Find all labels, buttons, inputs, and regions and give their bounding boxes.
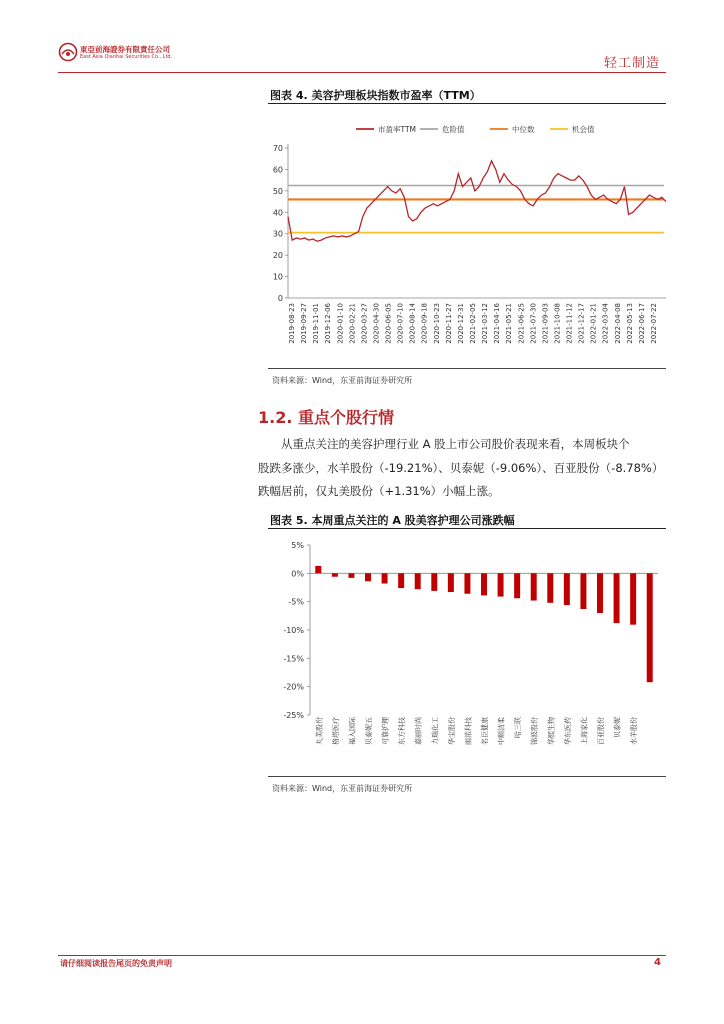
category-label: 嘉丽时尚 xyxy=(414,717,423,745)
pe-ttm-series-line xyxy=(288,161,666,241)
x-tick-label: 2021-02-05 xyxy=(469,303,477,344)
company-logo-icon xyxy=(58,42,78,62)
category-label: 华东医药 xyxy=(563,717,572,745)
bar xyxy=(464,573,470,593)
bar xyxy=(531,573,537,600)
category-label: 格塔医疗 xyxy=(331,717,340,745)
bar xyxy=(431,573,437,591)
category-label: 水羊股份 xyxy=(630,717,639,745)
legend-label: 机会值 xyxy=(572,125,595,134)
x-tick-label: 2021-11-12 xyxy=(565,303,574,344)
figure5-bottom-rule xyxy=(268,776,666,777)
x-tick-label: 2019-12-06 xyxy=(324,303,333,344)
y-tick-label: 30 xyxy=(272,229,283,239)
category-label: 丸美股份 xyxy=(315,717,324,745)
pe-ttm-line-chart xyxy=(268,105,666,367)
x-tick-label: 2021-03-12 xyxy=(481,303,490,344)
x-tick-label: 2021-04-16 xyxy=(493,303,502,344)
legend-label: 危险值 xyxy=(442,125,465,134)
page-number: 4 xyxy=(654,957,661,968)
paragraph-line: 从重点关注的美容护理行业 A 股上市公司股价表现来看，本周板块个 xyxy=(281,437,630,451)
y-tick-label: -15% xyxy=(283,654,304,664)
figure4-bottom-rule xyxy=(268,368,666,369)
category-label: 贝泰妮 xyxy=(613,717,622,738)
y-tick-label: -5% xyxy=(288,597,304,607)
bar xyxy=(315,566,321,573)
figure4-top-rule xyxy=(268,103,666,104)
x-tick-label: 2022-07-22 xyxy=(650,303,658,344)
bar xyxy=(398,573,404,588)
figure4-title: 图表 4. 美容护理板块指数市盈率（TTM） xyxy=(270,89,481,102)
category-label: 力瑞化工 xyxy=(431,717,440,745)
category-label: 雨浓科技 xyxy=(464,717,473,745)
figure5-source: 资料来源：Wind，东亚前海证券研究所 xyxy=(272,784,413,793)
category-label: 华熙生物 xyxy=(547,717,556,745)
x-tick-label: 2019-08-23 xyxy=(288,303,296,344)
paragraph-line: 跌幅居前，仅丸美股份（+1.31%）小幅上涨。 xyxy=(258,484,500,498)
bar xyxy=(597,573,603,613)
x-tick-label: 2022-05-13 xyxy=(625,303,634,344)
category-label: 中顺洁柔 xyxy=(497,717,506,745)
x-tick-label: 2021-10-08 xyxy=(553,303,562,344)
bar xyxy=(365,573,371,581)
y-tick-label: 20 xyxy=(272,251,283,261)
bar xyxy=(580,573,586,609)
bar xyxy=(647,573,653,682)
bar xyxy=(614,573,620,623)
x-tick-label: 2020-09-18 xyxy=(420,303,429,344)
x-tick-label: 2020-07-10 xyxy=(396,303,405,344)
y-tick-label: 70 xyxy=(272,144,283,153)
company-name-en: East Asia Qianhai Securities Co., Ltd. xyxy=(80,54,173,60)
y-tick-label: -20% xyxy=(283,682,304,692)
y-tick-label: -10% xyxy=(283,626,304,635)
x-tick-label: 2022-04-08 xyxy=(613,303,622,344)
x-tick-label: 2020-04-30 xyxy=(372,303,381,344)
x-tick-label: 2020-11-27 xyxy=(444,303,453,344)
footer-rule xyxy=(58,955,666,956)
x-tick-label: 2022-01-21 xyxy=(589,303,598,344)
x-tick-label: 2020-06-05 xyxy=(384,303,393,344)
y-tick-label: 5% xyxy=(291,541,304,550)
bar xyxy=(498,573,504,596)
y-tick-label: -25% xyxy=(283,711,304,720)
y-tick-label: 10 xyxy=(272,272,283,282)
bar xyxy=(382,573,388,583)
sector-label: 轻工制造 xyxy=(603,56,660,71)
footer-disclaimer: 请仔细阅读报告尾页的免责声明 xyxy=(60,959,172,968)
x-tick-label: 2021-12-17 xyxy=(577,303,586,344)
category-label: 上海家化 xyxy=(580,717,589,745)
figure5-top-rule xyxy=(268,528,666,529)
category-label: 华宝股份 xyxy=(447,717,456,745)
x-tick-label: 2020-08-14 xyxy=(408,303,417,344)
category-label: 百亚股份 xyxy=(597,717,605,745)
category-label: 东方科技 xyxy=(398,717,407,745)
y-tick-label: 0 xyxy=(277,294,283,303)
bar xyxy=(332,573,338,576)
bar xyxy=(415,573,421,589)
category-label: 名臣健康 xyxy=(481,717,489,745)
x-tick-label: 2020-01-10 xyxy=(336,303,345,344)
paragraph-line: 股跌多涨少，水羊股份（-19.21%）、贝泰妮（-9.06%）、百亚股份（-8.78%） xyxy=(258,460,664,475)
bar xyxy=(564,573,570,605)
y-tick-label: 40 xyxy=(272,208,283,218)
bar xyxy=(630,573,636,624)
figure5-title: 图表 5. 本周重点关注的 A 股美容护理公司涨跌幅 xyxy=(270,514,515,527)
category-label: 贝泰妮五 xyxy=(365,717,373,745)
x-tick-label: 2022-06-17 xyxy=(637,303,646,344)
weekly-change-bar-chart xyxy=(268,530,666,776)
page-header xyxy=(58,40,666,73)
category-label: 可靠护理 xyxy=(381,717,390,745)
bar xyxy=(448,573,454,592)
x-tick-label: 2019-09-27 xyxy=(300,303,309,344)
x-tick-label: 2021-05-21 xyxy=(505,303,514,344)
y-tick-label: 60 xyxy=(272,165,283,175)
section-heading: 1.2. 重点个股行情 xyxy=(258,408,394,427)
x-tick-label: 2021-06-25 xyxy=(517,303,526,344)
bar xyxy=(514,573,520,598)
legend-label: 中位数 xyxy=(512,125,535,134)
category-label: 福入国际 xyxy=(348,717,357,745)
x-tick-label: 2022-03-04 xyxy=(601,303,610,344)
legend-label: 市盈率TTM xyxy=(378,125,417,134)
figure4-source: 资料来源：Wind，东亚前海证券研究所 xyxy=(272,376,413,385)
bar xyxy=(481,573,487,595)
category-label: 哈三联 xyxy=(514,717,523,738)
x-tick-label: 2020-03-27 xyxy=(360,303,369,344)
section-paragraph xyxy=(258,433,672,504)
company-name-cn: 東亞前海證券有限責任公司 xyxy=(80,45,170,54)
x-tick-label: 2020-02-21 xyxy=(348,303,357,344)
x-tick-label: 2021-09-03 xyxy=(541,303,550,344)
x-tick-label: 2019-11-01 xyxy=(312,303,321,344)
x-tick-label: 2021-07-30 xyxy=(529,303,538,344)
x-tick-label: 2020-10-23 xyxy=(432,303,441,344)
bar xyxy=(348,573,354,578)
bar xyxy=(547,573,553,602)
x-tick-label: 2020-12-31 xyxy=(456,303,465,344)
y-tick-label: 0% xyxy=(291,569,304,579)
y-tick-label: 50 xyxy=(272,186,283,196)
category-label: 锦波股份 xyxy=(530,717,539,745)
